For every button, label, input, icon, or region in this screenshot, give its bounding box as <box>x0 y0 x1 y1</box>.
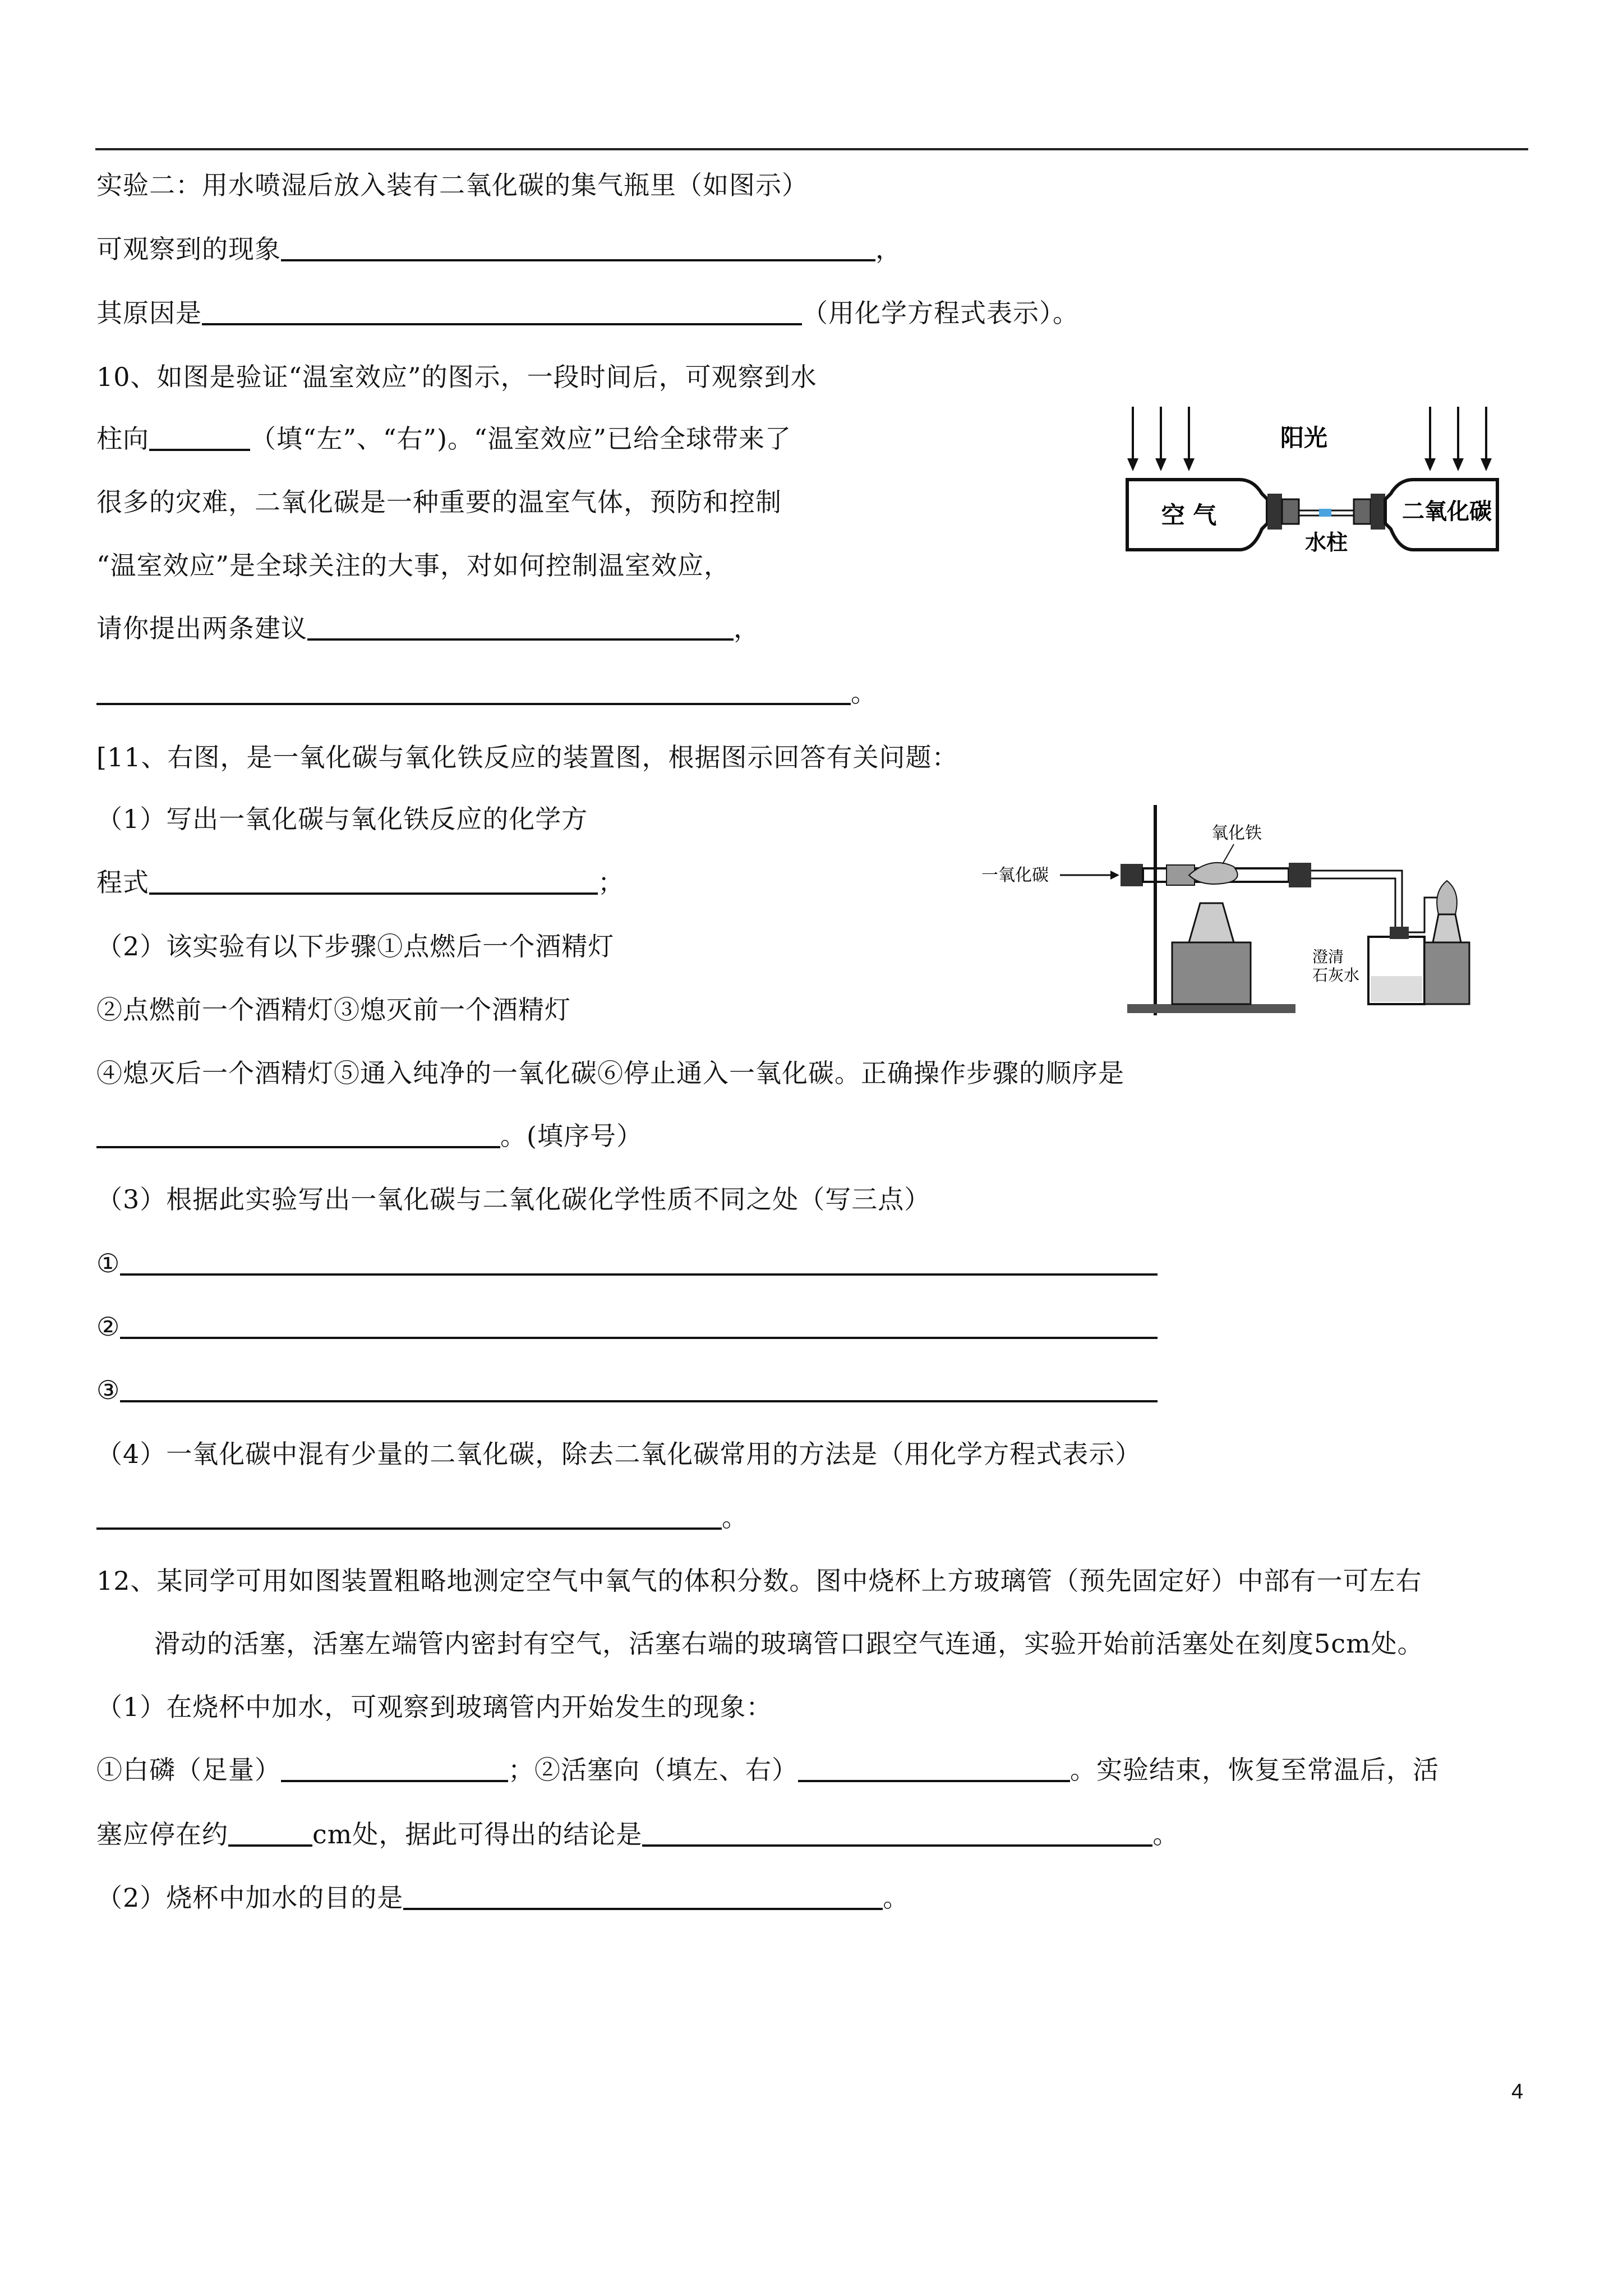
q12-line2: 滑动的活塞，活塞左端管内密封有空气，活塞右端的玻璃管口跟空气连通，实验开始前活塞处在刻度5cm处。 <box>154 1628 1424 1659</box>
q12-line1: 12、某同学可用如图装置粗略地测定空气中氧气的体积分数。图中烧杯上方玻璃管（预先固定好）中部有一可左右 <box>96 1566 1422 1596</box>
q11-line3: 程式 ； <box>96 867 624 898</box>
answer-blank[interactable] <box>281 234 875 261</box>
q10-line5: 请你提出两条建议 ， <box>96 613 760 643</box>
limewater-label-2: 石灰水 <box>1312 966 1360 984</box>
q12-line3: （1）在烧杯中加水，可观察到玻璃管内开始发生的现象： <box>96 1692 773 1722</box>
co2-label: 二氧化碳 <box>1402 499 1492 524</box>
answer-blank[interactable] <box>281 1755 508 1782</box>
air-label: 空 气 <box>1161 501 1217 529</box>
q11-line9: （4）一氧化碳中混有少量的二氧化碳，除去二氧化碳常用的方法是（用化学方程式表示） <box>96 1439 1142 1469</box>
header-rule <box>95 148 1528 150</box>
q12-line5: 塞应停在约 cm处，据此可得出的结论是 。 <box>96 1819 1179 1849</box>
answer-blank[interactable] <box>120 1312 1158 1339</box>
q10-line4: “温室效应”是全球关注的大事，对如何控制温室效应， <box>96 550 731 581</box>
exp2-reason: 其原因是 （用化学方程式表示）。 <box>96 298 1079 328</box>
q11-diff2: ② <box>96 1310 1158 1343</box>
q11-line7: 。(填序号） <box>96 1119 643 1153</box>
answer-blank[interactable] <box>149 424 250 451</box>
answer-blank[interactable] <box>96 678 851 705</box>
q11-line5: ②点燃前一个酒精灯③熄灭前一个酒精灯 <box>96 995 571 1025</box>
answer-blank[interactable] <box>228 1820 312 1847</box>
q11-line1: [11、右图，是一氧化碳与氧化铁反应的装置图，根据图示回答有关问题： <box>96 742 958 772</box>
exp2-title: 实验二：用水喷湿后放入装有二氧化碳的集气瓶里（如图示） <box>96 170 808 200</box>
q10-line3: 很多的灾难，二氧化碳是一种重要的温室气体，预防和控制 <box>96 487 782 517</box>
q11-line2: （1）写出一氧化碳与氧化铁反应的化学方 <box>96 804 588 834</box>
answer-blank[interactable] <box>307 614 734 641</box>
answer-blank[interactable] <box>149 868 598 895</box>
answer-blank[interactable] <box>403 1883 883 1910</box>
q12-line4: ①白磷（足量） ；②活塞向（填左、右） 。实验结束，恢复至常温后，活 <box>96 1755 1439 1785</box>
answer-blank[interactable] <box>798 1755 1070 1782</box>
q10-line6: 。 <box>96 676 877 710</box>
q11-line6: ④熄灭后一个酒精灯⑤通入纯净的一氧化碳⑥停止通入一氧化碳。正确操作步骤的顺序是 <box>96 1058 1124 1088</box>
q10-line2: 柱向 （填“左”、“右”)。“温室效应”已给全球带来了 <box>96 424 792 454</box>
q11-diff3: ③ <box>96 1373 1158 1407</box>
answer-blank[interactable] <box>120 1375 1158 1402</box>
q12-line6: （2）烧杯中加水的目的是 。 <box>96 1883 910 1913</box>
answer-blank[interactable] <box>96 1503 722 1530</box>
q10-line1: 10、如图是验证“温室效应”的图示，一段时间后，可观察到水 <box>96 362 817 392</box>
q11-diff1: ① <box>96 1246 1158 1280</box>
q11-line4: （2）该实验有以下步骤①点燃后一个酒精灯 <box>96 931 615 961</box>
answer-blank[interactable] <box>202 298 802 325</box>
water-column-label: 水柱 <box>1304 530 1348 555</box>
q11-line10: 。 <box>96 1501 748 1534</box>
co-reduction-apparatus-figure <box>976 797 1481 1015</box>
limewater-label-1: 澄清 <box>1312 947 1344 966</box>
page-number: 4 <box>1511 2080 1524 2104</box>
q11-line8: （3）根据此实验写出一氧化碳与二氧化碳化学性质不同之处（写三点） <box>96 1184 931 1214</box>
exp2-phenomenon: 可观察到的现象 ， <box>96 234 902 264</box>
answer-blank[interactable] <box>120 1249 1158 1276</box>
iron-oxide-label: 氧化铁 <box>1211 823 1262 843</box>
answer-blank[interactable] <box>96 1121 500 1148</box>
greenhouse-figure <box>1116 395 1509 567</box>
sunlight-label: 阳光 <box>1280 424 1328 452</box>
co-inlet-label: 一氧化碳 <box>981 866 1049 885</box>
answer-blank[interactable] <box>642 1820 1152 1847</box>
